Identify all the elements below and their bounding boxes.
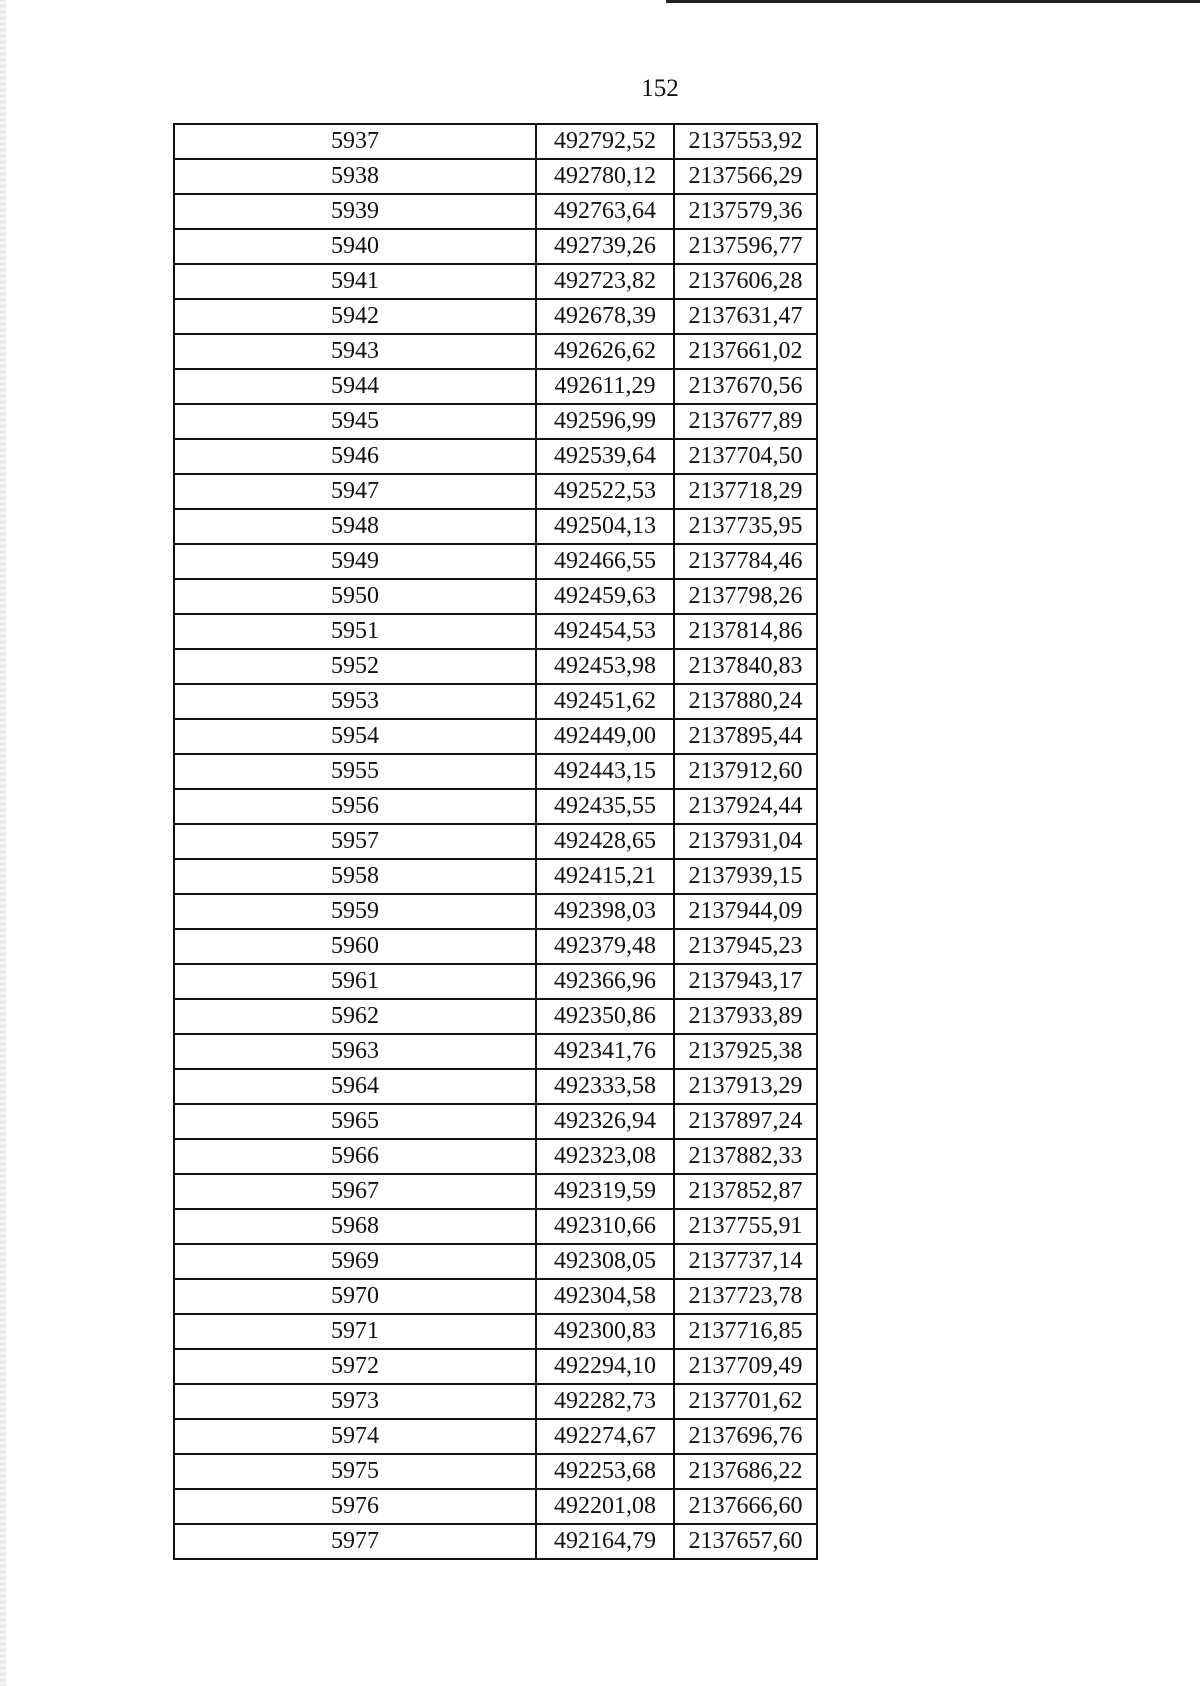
- point-number-cell: 5948: [174, 509, 536, 544]
- x-coordinate-cell: 492310,66: [536, 1209, 674, 1244]
- y-coordinate-cell: 2137606,28: [674, 264, 817, 299]
- y-coordinate-cell: 2137880,24: [674, 684, 817, 719]
- table-row: [174, 404, 817, 439]
- table-row: [174, 789, 817, 824]
- table-row: [174, 1384, 817, 1419]
- x-coordinate-cell: 492678,39: [536, 299, 674, 334]
- point-number-cell: 5943: [174, 334, 536, 369]
- table-row: [174, 894, 817, 929]
- point-number-cell: 5949: [174, 544, 536, 579]
- table-row: [174, 1139, 817, 1174]
- table-row: [174, 824, 817, 859]
- table-row: [174, 999, 817, 1034]
- x-coordinate-cell: 492308,05: [536, 1244, 674, 1279]
- table-row: [174, 159, 817, 194]
- y-coordinate-cell: 2137716,85: [674, 1314, 817, 1349]
- table-row: [174, 1209, 817, 1244]
- x-coordinate-cell: 492435,55: [536, 789, 674, 824]
- x-coordinate-cell: 492522,53: [536, 474, 674, 509]
- point-number-cell: 5970: [174, 1279, 536, 1314]
- x-coordinate-cell: 492596,99: [536, 404, 674, 439]
- y-coordinate-cell: 2137686,22: [674, 1454, 817, 1489]
- y-coordinate-cell: 2137737,14: [674, 1244, 817, 1279]
- table-row: [174, 649, 817, 684]
- point-number-cell: 5975: [174, 1454, 536, 1489]
- y-coordinate-cell: 2137709,49: [674, 1349, 817, 1384]
- y-coordinate-cell: 2137852,87: [674, 1174, 817, 1209]
- point-number-cell: 5971: [174, 1314, 536, 1349]
- page-number: 152: [641, 75, 679, 102]
- x-coordinate-cell: 492274,67: [536, 1419, 674, 1454]
- point-number-cell: 5961: [174, 964, 536, 999]
- y-coordinate-cell: 2137912,60: [674, 754, 817, 789]
- point-number-cell: 5954: [174, 719, 536, 754]
- x-coordinate-cell: 492428,65: [536, 824, 674, 859]
- y-coordinate-cell: 2137895,44: [674, 719, 817, 754]
- x-coordinate-cell: 492453,98: [536, 649, 674, 684]
- y-coordinate-cell: 2137933,89: [674, 999, 817, 1034]
- y-coordinate-cell: 2137631,47: [674, 299, 817, 334]
- table-body: [174, 124, 817, 1559]
- x-coordinate-cell: 492379,48: [536, 929, 674, 964]
- x-coordinate-cell: 492449,00: [536, 719, 674, 754]
- point-number-cell: 5942: [174, 299, 536, 334]
- x-coordinate-cell: 492326,94: [536, 1104, 674, 1139]
- x-coordinate-cell: 492504,13: [536, 509, 674, 544]
- table-row: [174, 1174, 817, 1209]
- point-number-cell: 5953: [174, 684, 536, 719]
- x-coordinate-cell: 492323,08: [536, 1139, 674, 1174]
- table-row: [174, 124, 817, 159]
- y-coordinate-cell: 2137701,62: [674, 1384, 817, 1419]
- x-coordinate-cell: 492333,58: [536, 1069, 674, 1104]
- x-coordinate-cell: 492792,52: [536, 124, 674, 159]
- x-coordinate-cell: 492466,55: [536, 544, 674, 579]
- point-number-cell: 5969: [174, 1244, 536, 1279]
- table-row: [174, 1524, 817, 1559]
- y-coordinate-cell: 2137704,50: [674, 439, 817, 474]
- x-coordinate-cell: 492459,63: [536, 579, 674, 614]
- y-coordinate-cell: 2137566,29: [674, 159, 817, 194]
- y-coordinate-cell: 2137579,36: [674, 194, 817, 229]
- x-coordinate-cell: 492763,64: [536, 194, 674, 229]
- y-coordinate-cell: 2137814,86: [674, 614, 817, 649]
- y-coordinate-cell: 2137945,23: [674, 929, 817, 964]
- table-row: [174, 439, 817, 474]
- y-coordinate-cell: 2137798,26: [674, 579, 817, 614]
- y-coordinate-cell: 2137882,33: [674, 1139, 817, 1174]
- x-coordinate-cell: 492350,86: [536, 999, 674, 1034]
- table-row: [174, 859, 817, 894]
- point-number-cell: 5976: [174, 1489, 536, 1524]
- point-number-cell: 5951: [174, 614, 536, 649]
- y-coordinate-cell: 2137670,56: [674, 369, 817, 404]
- top-rule: [666, 0, 1200, 3]
- y-coordinate-cell: 2137913,29: [674, 1069, 817, 1104]
- point-number-cell: 5958: [174, 859, 536, 894]
- table-row: [174, 1489, 817, 1524]
- table-row: [174, 964, 817, 999]
- y-coordinate-cell: 2137657,60: [674, 1524, 817, 1559]
- x-coordinate-cell: 492319,59: [536, 1174, 674, 1209]
- x-coordinate-cell: 492611,29: [536, 369, 674, 404]
- y-coordinate-cell: 2137784,46: [674, 544, 817, 579]
- y-coordinate-cell: 2137755,91: [674, 1209, 817, 1244]
- x-coordinate-cell: 492443,15: [536, 754, 674, 789]
- y-coordinate-cell: 2137596,77: [674, 229, 817, 264]
- point-number-cell: 5940: [174, 229, 536, 264]
- table-row: [174, 544, 817, 579]
- point-number-cell: 5945: [174, 404, 536, 439]
- x-coordinate-cell: 492282,73: [536, 1384, 674, 1419]
- point-number-cell: 5963: [174, 1034, 536, 1069]
- table-row: [174, 1069, 817, 1104]
- point-number-cell: 5973: [174, 1384, 536, 1419]
- point-number-cell: 5967: [174, 1174, 536, 1209]
- table-row: [174, 194, 817, 229]
- table-row: [174, 229, 817, 264]
- x-coordinate-cell: 492294,10: [536, 1349, 674, 1384]
- point-number-cell: 5966: [174, 1139, 536, 1174]
- point-number-cell: 5944: [174, 369, 536, 404]
- table-row: [174, 1349, 817, 1384]
- x-coordinate-cell: 492398,03: [536, 894, 674, 929]
- point-number-cell: 5974: [174, 1419, 536, 1454]
- x-coordinate-cell: 492253,68: [536, 1454, 674, 1489]
- x-coordinate-cell: 492539,64: [536, 439, 674, 474]
- point-number-cell: 5977: [174, 1524, 536, 1559]
- table-row: [174, 1454, 817, 1489]
- point-number-cell: 5957: [174, 824, 536, 859]
- y-coordinate-cell: 2137897,24: [674, 1104, 817, 1139]
- x-coordinate-cell: 492300,83: [536, 1314, 674, 1349]
- scan-edge: [0, 0, 6, 1686]
- x-coordinate-cell: 492164,79: [536, 1524, 674, 1559]
- table-row: [174, 684, 817, 719]
- table-row: [174, 1419, 817, 1454]
- y-coordinate-cell: 2137840,83: [674, 649, 817, 684]
- table-row: [174, 264, 817, 299]
- point-number-cell: 5972: [174, 1349, 536, 1384]
- point-number-cell: 5962: [174, 999, 536, 1034]
- y-coordinate-cell: 2137677,89: [674, 404, 817, 439]
- point-number-cell: 5964: [174, 1069, 536, 1104]
- y-coordinate-cell: 2137735,95: [674, 509, 817, 544]
- table-row: [174, 579, 817, 614]
- table-row: [174, 1314, 817, 1349]
- table-row: [174, 509, 817, 544]
- y-coordinate-cell: 2137943,17: [674, 964, 817, 999]
- point-number-cell: 5965: [174, 1104, 536, 1139]
- table-row: [174, 474, 817, 509]
- point-number-cell: 5938: [174, 159, 536, 194]
- point-number-cell: 5937: [174, 124, 536, 159]
- y-coordinate-cell: 2137924,44: [674, 789, 817, 824]
- y-coordinate-cell: 2137553,92: [674, 124, 817, 159]
- x-coordinate-cell: 492201,08: [536, 1489, 674, 1524]
- y-coordinate-cell: 2137939,15: [674, 859, 817, 894]
- y-coordinate-cell: 2137661,02: [674, 334, 817, 369]
- y-coordinate-cell: 2137925,38: [674, 1034, 817, 1069]
- point-number-cell: 5946: [174, 439, 536, 474]
- table-row: [174, 1244, 817, 1279]
- point-number-cell: 5959: [174, 894, 536, 929]
- y-coordinate-cell: 2137666,60: [674, 1489, 817, 1524]
- point-number-cell: 5950: [174, 579, 536, 614]
- x-coordinate-cell: 492304,58: [536, 1279, 674, 1314]
- x-coordinate-cell: 492723,82: [536, 264, 674, 299]
- point-number-cell: 5960: [174, 929, 536, 964]
- y-coordinate-cell: 2137696,76: [674, 1419, 817, 1454]
- table-row: [174, 369, 817, 404]
- point-number-cell: 5956: [174, 789, 536, 824]
- point-number-cell: 5955: [174, 754, 536, 789]
- x-coordinate-cell: 492451,62: [536, 684, 674, 719]
- y-coordinate-cell: 2137723,78: [674, 1279, 817, 1314]
- table-row: [174, 754, 817, 789]
- y-coordinate-cell: 2137718,29: [674, 474, 817, 509]
- x-coordinate-cell: 492366,96: [536, 964, 674, 999]
- table-row: [174, 929, 817, 964]
- x-coordinate-cell: 492780,12: [536, 159, 674, 194]
- x-coordinate-cell: 492739,26: [536, 229, 674, 264]
- x-coordinate-cell: 492341,76: [536, 1034, 674, 1069]
- y-coordinate-cell: 2137944,09: [674, 894, 817, 929]
- point-number-cell: 5939: [174, 194, 536, 229]
- x-coordinate-cell: 492626,62: [536, 334, 674, 369]
- point-number-cell: 5968: [174, 1209, 536, 1244]
- table-row: [174, 1279, 817, 1314]
- table-row: [174, 1034, 817, 1069]
- table-row: [174, 1104, 817, 1139]
- table-row: [174, 614, 817, 649]
- point-number-cell: 5952: [174, 649, 536, 684]
- coordinates-table: [173, 123, 818, 1560]
- table-row: [174, 299, 817, 334]
- table-row: [174, 334, 817, 369]
- x-coordinate-cell: 492454,53: [536, 614, 674, 649]
- y-coordinate-cell: 2137931,04: [674, 824, 817, 859]
- point-number-cell: 5941: [174, 264, 536, 299]
- table-row: [174, 719, 817, 754]
- x-coordinate-cell: 492415,21: [536, 859, 674, 894]
- point-number-cell: 5947: [174, 474, 536, 509]
